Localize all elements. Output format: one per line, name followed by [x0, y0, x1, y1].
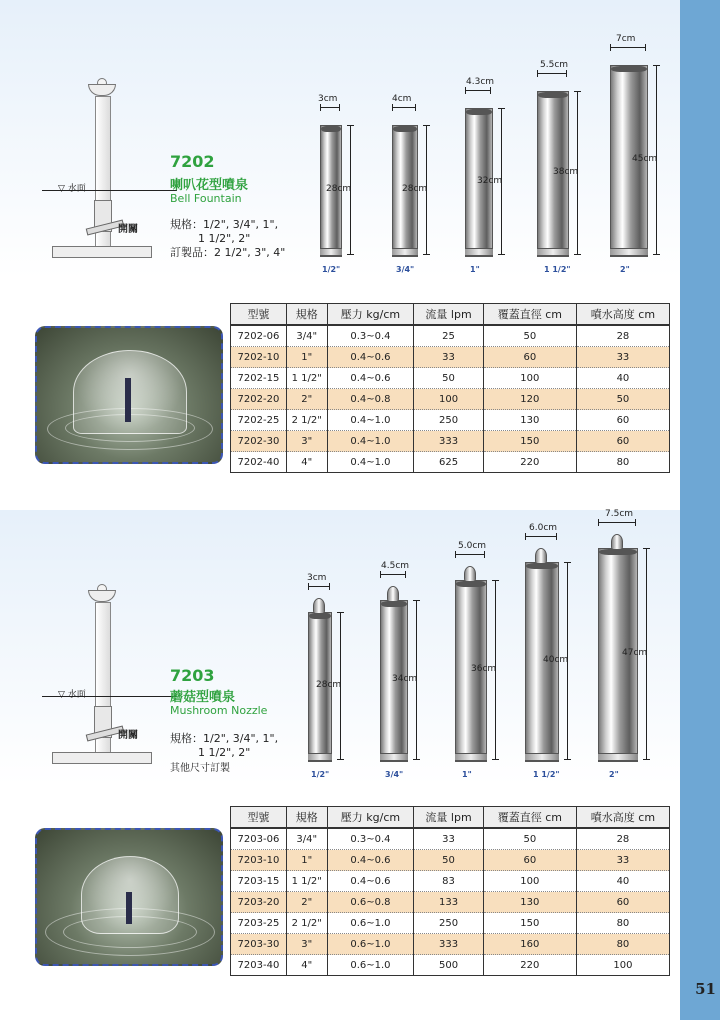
- table-cell: 0.4~1.0: [327, 452, 414, 473]
- pipe-size-label: 2": [609, 770, 619, 779]
- table-cell: 50: [483, 828, 576, 850]
- height-label: 28cm: [316, 680, 342, 690]
- water-surface-label: ▽ 水面: [58, 184, 86, 194]
- pipe-collar: [598, 753, 638, 761]
- table-row: [231, 347, 670, 368]
- diameter-label: 3cm: [307, 573, 327, 583]
- height-label: 38cm: [553, 167, 579, 177]
- water-surface-label: ▽ 水面: [58, 690, 86, 700]
- table-cell: 120: [483, 389, 576, 410]
- pipe-collar: [537, 248, 569, 256]
- nozzle-knob-icon: [535, 548, 547, 564]
- table-cell: 500: [414, 955, 484, 976]
- diameter-label: 7cm: [616, 34, 636, 44]
- table-cell: 4": [286, 955, 327, 976]
- table-cell: 60: [576, 892, 669, 913]
- table-cell: 0.6~1.0: [327, 913, 414, 934]
- table-cell: 220: [483, 452, 576, 473]
- table-header-row: [231, 304, 670, 326]
- table-cell: 100: [483, 871, 576, 892]
- table-cell: 33: [576, 347, 669, 368]
- table-cell: 7203-20: [231, 892, 287, 913]
- model-number: 7203: [170, 666, 215, 685]
- table-cell: 0.4~0.6: [327, 347, 414, 368]
- table-cell: 3": [286, 934, 327, 955]
- pipe-collar: [308, 753, 332, 761]
- column-header: 覆蓋直徑 cm: [483, 807, 576, 829]
- table-cell: 0.4~1.0: [327, 410, 414, 431]
- switch-label: 開關: [118, 224, 138, 235]
- table-cell: 130: [483, 410, 576, 431]
- table-cell: 80: [576, 934, 669, 955]
- height-label: 28cm: [326, 184, 352, 194]
- pipe-size-label: 1": [470, 265, 480, 274]
- pipe-size-label: 3/4": [385, 770, 404, 779]
- table-cell: 220: [483, 955, 576, 976]
- page-side-bar: [680, 0, 720, 1020]
- table-cell: 50: [483, 325, 576, 347]
- table-cell: 40: [576, 871, 669, 892]
- spec-table-7202: [230, 303, 670, 473]
- height-label: 47cm: [622, 648, 648, 658]
- mushroom-fountain-photo: [35, 828, 223, 966]
- table-cell: 133: [414, 892, 484, 913]
- nozzle-knob-icon: [464, 566, 476, 582]
- table-row: [231, 368, 670, 389]
- diameter-dimension-line: [525, 536, 557, 537]
- table-cell: 80: [576, 913, 669, 934]
- schematic-base: [52, 246, 152, 258]
- table-cell: 0.6~1.0: [327, 934, 414, 955]
- diameter-label: 5.5cm: [540, 60, 569, 70]
- table-cell: 1": [286, 347, 327, 368]
- table-row: [231, 934, 670, 955]
- table-cell: 40: [576, 368, 669, 389]
- pipe-collar: [380, 753, 408, 761]
- table-cell: 100: [576, 955, 669, 976]
- table-cell: 160: [483, 934, 576, 955]
- table-cell: 150: [483, 913, 576, 934]
- pipe-size-label: 1/2": [311, 770, 330, 779]
- table-row: [231, 410, 670, 431]
- pipe-collar: [455, 753, 487, 761]
- diameter-dimension-line: [537, 73, 567, 74]
- table-cell: 60: [483, 347, 576, 368]
- table-cell: 80: [576, 452, 669, 473]
- column-header: 規格: [286, 807, 327, 829]
- table-cell: 60: [576, 431, 669, 452]
- diameter-label: 6.0cm: [529, 523, 558, 533]
- pipe-collar: [465, 248, 493, 256]
- mushroom-nozzle-icon: [88, 590, 116, 602]
- diameter-label: 4.5cm: [381, 561, 410, 571]
- table-cell: 50: [576, 389, 669, 410]
- diameter-dimension-line: [610, 47, 646, 48]
- table-cell: 333: [414, 431, 484, 452]
- bell-nozzle-icon: [88, 84, 116, 96]
- height-label: 32cm: [477, 175, 503, 186]
- diameter-dimension-line: [465, 90, 491, 91]
- table-cell: 28: [576, 325, 669, 347]
- spec-text: 規格：1/2", 3/4", 1", 1 1/2", 2": [170, 732, 279, 759]
- table-row: [231, 452, 670, 473]
- table-cell: 50: [414, 368, 484, 389]
- product-name-cn: 蘑菇型噴泉: [170, 690, 236, 705]
- pipe-size-diagram: [300, 509, 680, 782]
- table-cell: 100: [483, 368, 576, 389]
- product-name-cn: 喇叭花型噴泉: [170, 178, 249, 193]
- table-cell: 7202-40: [231, 452, 287, 473]
- nozzle-knob-icon: [387, 586, 399, 602]
- nozzle-jet: [125, 378, 131, 422]
- column-header: 型號: [231, 304, 287, 326]
- table-cell: 3/4": [286, 828, 327, 850]
- pipe-size-label: 1 1/2": [533, 770, 560, 779]
- spec-text: 規格：1/2", 3/4", 1", 1 1/2", 2" 訂製品：2 1/2", 3", 4": [170, 218, 286, 259]
- column-header: 規格: [286, 304, 327, 326]
- column-header: 噴水高度 cm: [576, 807, 669, 829]
- table-cell: 7202-25: [231, 410, 287, 431]
- table-cell: 2": [286, 389, 327, 410]
- diameter-label: 4cm: [392, 94, 412, 104]
- table-cell: 7202-20: [231, 389, 287, 410]
- table-cell: 150: [483, 431, 576, 452]
- column-header: 壓力 kg/cm: [327, 807, 414, 829]
- table-cell: 7203-15: [231, 871, 287, 892]
- product-name-en: Mushroom Nozzle: [170, 704, 268, 717]
- table-cell: 7202-06: [231, 325, 287, 347]
- diameter-label: 4.3cm: [466, 77, 495, 87]
- table-cell: 4": [286, 452, 327, 473]
- height-label: 28cm: [402, 184, 428, 194]
- table-cell: 60: [576, 410, 669, 431]
- spec-note: 其他尺寸訂製: [170, 763, 230, 774]
- table-cell: 1 1/2": [286, 871, 327, 892]
- table-cell: 250: [414, 410, 484, 431]
- pipe-collar: [610, 248, 648, 256]
- mushroom-nozzle-schematic: [52, 584, 172, 784]
- nozzle-knob-icon: [313, 598, 325, 614]
- spec-table-7203: [230, 806, 670, 976]
- diameter-dimension-line: [598, 522, 636, 523]
- table-cell: 7203-10: [231, 850, 287, 871]
- table-row: [231, 955, 670, 976]
- diameter-dimension-line: [455, 554, 485, 555]
- table-cell: 83: [414, 871, 484, 892]
- column-header: 覆蓋直徑 cm: [483, 304, 576, 326]
- table-row: [231, 828, 670, 850]
- diameter-label: 5.0cm: [458, 541, 487, 551]
- table-row: [231, 892, 670, 913]
- switch-label: 開關: [118, 730, 138, 741]
- table-cell: 33: [414, 828, 484, 850]
- pipe-collar: [525, 753, 559, 761]
- table-cell: 0.3~0.4: [327, 325, 414, 347]
- table-row: [231, 431, 670, 452]
- height-label: 45cm: [632, 154, 658, 164]
- diameter-dimension-line: [308, 586, 330, 587]
- diameter-label: 3cm: [318, 94, 338, 104]
- height-label: 40cm: [543, 655, 569, 665]
- nozzle-knob-icon: [611, 534, 623, 550]
- table-cell: 28: [576, 828, 669, 850]
- pipe-size-label: 1/2": [322, 265, 341, 274]
- table-row: [231, 871, 670, 892]
- table-cell: 0.4~0.8: [327, 389, 414, 410]
- product-name-en: Bell Fountain: [170, 192, 242, 205]
- pipe-size-diagram: [300, 34, 680, 290]
- table-cell: 50: [414, 850, 484, 871]
- table-cell: 333: [414, 934, 484, 955]
- bell-fountain-photo: [35, 326, 223, 464]
- table-cell: 7203-25: [231, 913, 287, 934]
- pipe-opening: [538, 92, 568, 98]
- table-cell: 33: [414, 347, 484, 368]
- table-cell: 625: [414, 452, 484, 473]
- table-row: [231, 913, 670, 934]
- column-header: 型號: [231, 807, 287, 829]
- pipe-opening: [393, 126, 417, 132]
- table-cell: 0.4~0.6: [327, 368, 414, 389]
- pipe-collar: [320, 248, 342, 256]
- diameter-dimension-line: [392, 107, 416, 108]
- diameter-dimension-line: [380, 574, 406, 575]
- pipe-opening: [611, 66, 647, 72]
- table-cell: 2": [286, 892, 327, 913]
- table-cell: 25: [414, 325, 484, 347]
- table-cell: 7203-30: [231, 934, 287, 955]
- page-number: 51: [695, 980, 716, 998]
- pipe-size-label: 1 1/2": [544, 265, 571, 274]
- table-cell: 3/4": [286, 325, 327, 347]
- table-cell: 7202-15: [231, 368, 287, 389]
- table-cell: 0.6~1.0: [327, 955, 414, 976]
- bell-fountain-schematic: [52, 78, 172, 278]
- table-cell: 250: [414, 913, 484, 934]
- table-row: [231, 325, 670, 347]
- column-header: 壓力 kg/cm: [327, 304, 414, 326]
- table-cell: 100: [414, 389, 484, 410]
- nozzle-jet: [126, 892, 132, 924]
- table-cell: 3": [286, 431, 327, 452]
- table-cell: 0.4~0.6: [327, 850, 414, 871]
- table-cell: 7202-30: [231, 431, 287, 452]
- pipe-size-label: 2": [620, 265, 630, 274]
- table-cell: 130: [483, 892, 576, 913]
- pipe-size-label: 3/4": [396, 265, 415, 274]
- diameter-label: 7.5cm: [605, 509, 634, 519]
- diameter-dimension-line: [320, 107, 340, 108]
- column-header: 噴水高度 cm: [576, 304, 669, 326]
- height-label: 34cm: [392, 674, 418, 684]
- column-header: 流量 lpm: [414, 807, 484, 829]
- table-cell: 0.3~0.4: [327, 828, 414, 850]
- schematic-base: [52, 752, 152, 764]
- table-header-row: [231, 807, 670, 829]
- table-cell: 0.4~1.0: [327, 431, 414, 452]
- table-cell: 7203-40: [231, 955, 287, 976]
- pipe-size-label: 1": [462, 770, 472, 779]
- pipe-opening: [466, 109, 492, 115]
- pipe-opening: [321, 126, 341, 132]
- table-row: [231, 389, 670, 410]
- table-cell: 33: [576, 850, 669, 871]
- table-row: [231, 850, 670, 871]
- table-cell: 1": [286, 850, 327, 871]
- table-cell: 1 1/2": [286, 368, 327, 389]
- column-header: 流量 lpm: [414, 304, 484, 326]
- table-cell: 0.4~0.6: [327, 871, 414, 892]
- table-cell: 7202-10: [231, 347, 287, 368]
- height-label: 36cm: [471, 664, 497, 674]
- table-cell: 2 1/2": [286, 913, 327, 934]
- table-cell: 7203-06: [231, 828, 287, 850]
- model-number: 7202: [170, 152, 215, 171]
- table-cell: 60: [483, 850, 576, 871]
- pipe-collar: [392, 248, 418, 256]
- table-cell: 0.6~0.8: [327, 892, 414, 913]
- table-cell: 2 1/2": [286, 410, 327, 431]
